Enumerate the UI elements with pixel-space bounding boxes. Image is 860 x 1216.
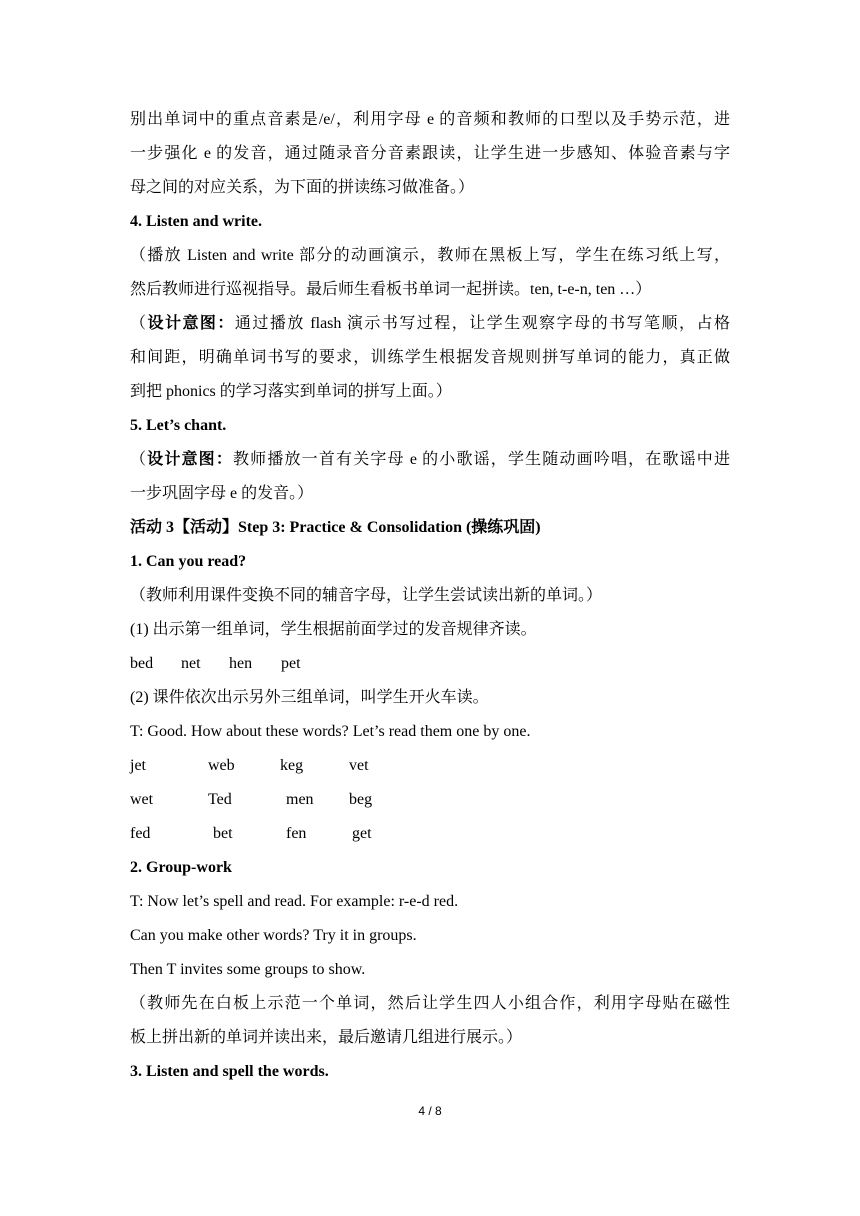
word: get (352, 825, 372, 842)
paragraph-line: 板上拼出新的单词并读出来，最后邀请几组进行展示。） (130, 1029, 523, 1046)
section-heading: 2. Group-work (130, 859, 232, 876)
paragraph-line: 和间距，明确单词书写的要求，训练学生根据发音规则拼写单词的能力，真正做 (130, 349, 730, 366)
design-intent-label: 设计意图： (147, 315, 235, 332)
word: bed (130, 655, 154, 672)
design-intent-line (130, 307, 730, 341)
word: web (208, 757, 235, 774)
paragraph-line: (1) 出示第一组单词，学生根据前面学过的发音规律齐读。 (130, 621, 537, 638)
paragraph-line: T: Good. How about these words? Let’s read them one by one. (130, 723, 531, 740)
paragraph-line: 一步强化 e 的发音，通过随录音分音素跟读，让学生进一步感知、体验音素与字 (130, 145, 730, 162)
paragraph-line: 然后教师进行巡视指导。最后师生看板书单词一起拼读。ten, t-e-n, ten …） (130, 281, 652, 298)
page-number: 4 / 8 (418, 1104, 442, 1118)
activity-heading: 活动 3【活动】Step 3: Practice & Consolidation (操练巩固) (130, 519, 541, 536)
design-intent-text: 教师播放一首有关字母 e 的小歌谣，学生随动画吟唱，在歌谣中进 (233, 451, 730, 468)
word: hen (229, 655, 253, 672)
word-row (130, 749, 730, 783)
paragraph-line: T: Now let’s spell and read. For example: r-e-d red. (130, 893, 459, 910)
word: vet (349, 757, 369, 774)
paragraph-line: （播放 Listen and write 部分的动画演示，教师在黑板上写，学生在练习纸上写， (130, 247, 730, 264)
paragraph-line: 别出单词中的重点音素是/e/，利用字母 e 的音频和教师的口型以及手势示范，进 (130, 111, 730, 128)
word-row (130, 647, 730, 681)
word: beg (349, 791, 373, 808)
word: fen (286, 825, 307, 842)
paragraph-line: 母之间的对应关系，为下面的拼读练习做准备。） (130, 179, 475, 196)
word: fed (130, 825, 151, 842)
word: bet (213, 825, 233, 842)
design-intent-label: 设计意图： (147, 451, 234, 468)
paragraph-line: （教师先在白板上示范一个单词，然后让学生四人小组合作，利用字母贴在磁性 (130, 995, 730, 1012)
word: men (286, 791, 314, 808)
word: keg (280, 757, 304, 774)
word: net (181, 655, 201, 672)
design-intent-line (130, 443, 730, 477)
section-heading: 1. Can you read? (130, 553, 247, 570)
paragraph-line: Can you make other words? Try it in groups. (130, 927, 417, 944)
paragraph-line: (2) 课件依次出示另外三组单词，叫学生开火车读。 (130, 689, 489, 706)
paragraph-line: （教师利用课件变换不同的辅音字母，让学生尝试读出新的单词。） (130, 587, 603, 604)
word: jet (130, 757, 146, 774)
word: pet (281, 655, 301, 672)
paragraph-line: 一步巩固字母 e 的发音。） (130, 485, 314, 502)
section-heading: 3. Listen and spell the words. (130, 1063, 329, 1080)
design-intent-text: 通过播放 flash 演示书写过程，让学生观察字母的书写笔顺，占格 (234, 315, 730, 332)
open-paren: （ (130, 315, 148, 332)
paragraph-line: 到把 phonics 的学习落实到单词的拼写上面。） (130, 383, 452, 400)
paragraph-line: Then T invites some groups to show. (130, 961, 366, 978)
section-heading: 4. Listen and write. (130, 213, 262, 230)
word-row (130, 817, 730, 851)
page-body (130, 103, 730, 1089)
section-heading: 5. Let’s chant. (130, 417, 227, 434)
word: Ted (208, 791, 232, 808)
word: wet (130, 791, 154, 808)
word-row (130, 783, 730, 817)
open-paren: （ (130, 451, 148, 468)
